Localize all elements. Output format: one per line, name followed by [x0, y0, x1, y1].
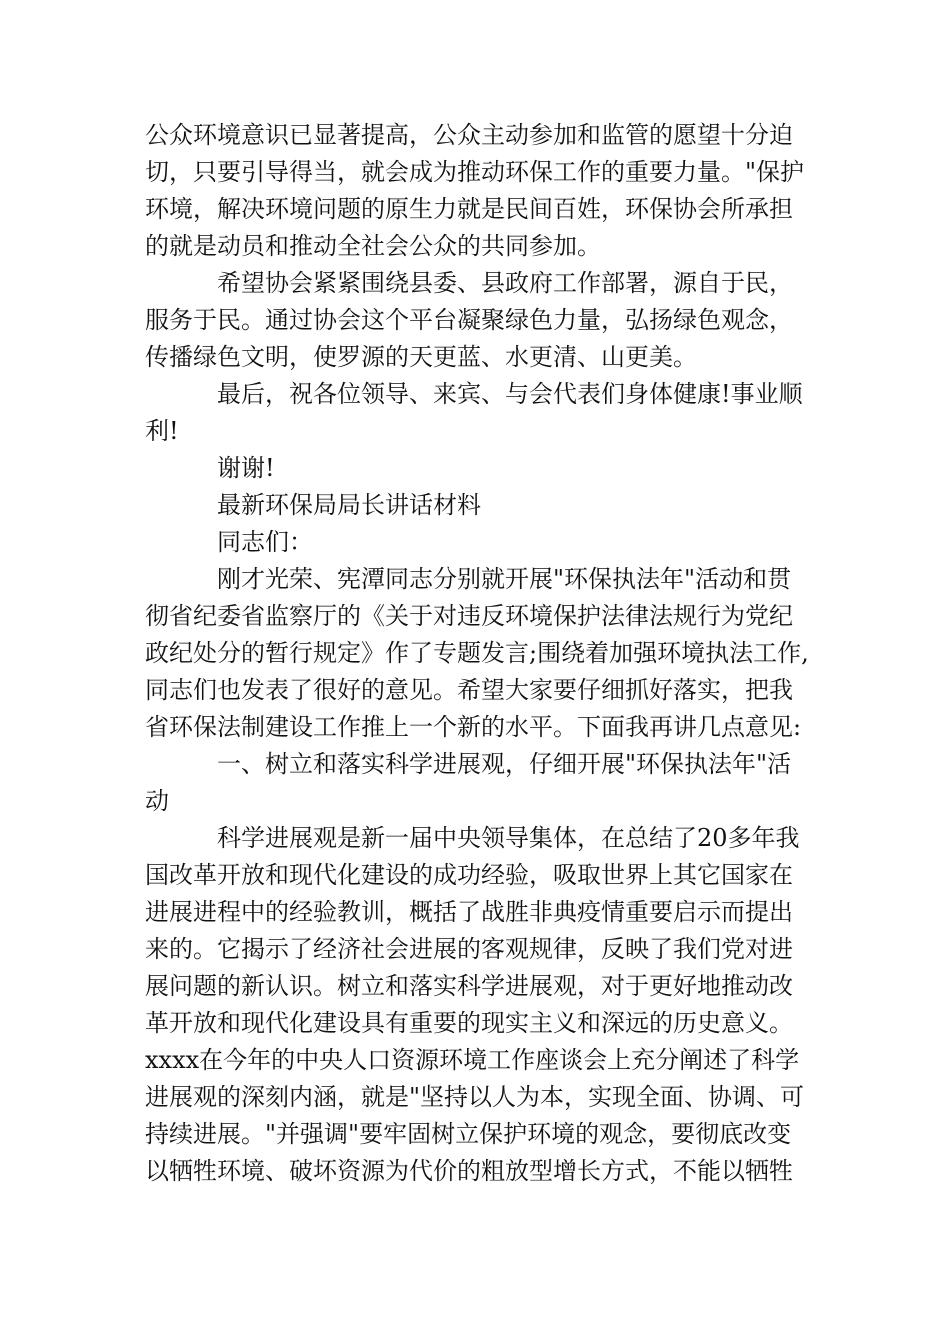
text-line: 公众环境意识已显著提高，公众主动参加和监管的愿望十分迫: [145, 121, 793, 149]
text-line: 国改革开放和现代化建设的成功经验，吸取世界上其它国家在: [145, 861, 793, 889]
body-text: [145, 117, 820, 1190]
text-line: xxxx在今年的中央人口资源环境工作座谈会上充分阐述了科学: [145, 1046, 800, 1074]
text-line: 最新环保局局长讲话材料: [217, 491, 481, 519]
text-line: 政纪处分的暂行规定》作了专题发言;围绕着加强环境执法工作,: [145, 639, 809, 667]
text-line: 的就是动员和推动全社会公众的共同参加。: [145, 232, 601, 260]
text-line: 一、树立和落实科学进展观，仔细开展"环保执法年"活: [217, 750, 792, 778]
text-line: 彻省纪委省监察厅的《关于对违反环境保护法律法规行为党纪: [145, 602, 793, 630]
text-line: 谢谢!: [217, 454, 275, 482]
text-line: 持续进展。"并强调"要牢固树立保护环境的观念，要彻底改变: [145, 1120, 792, 1148]
text-line: 革开放和现代化建设具有重要的现实主义和深远的历史意义。: [145, 1009, 793, 1037]
text-line: 最后，祝各位领导、来宾、与会代表们身体健康!事业顺: [217, 380, 803, 408]
text-line: 刚才光荣、宪潭同志分别就开展"环保执法年"活动和贯: [217, 565, 792, 593]
text-line: 展问题的新认识。树立和落实科学进展观，对于更好地推动改: [145, 972, 793, 1000]
text-line: 利!: [145, 417, 179, 445]
text-line: 希望协会紧紧围绕县委、县政府工作部署，源自于民，: [217, 269, 793, 297]
text-line: 传播绿色文明，使罗源的天更蓝、水更清、山更美。: [145, 343, 697, 371]
text-line: 进展观的深刻内涵，就是"坚持以人为本，实现全面、协调、可: [145, 1083, 805, 1111]
text-line: 省环保法制建设工作推上一个新的水平。下面我再讲几点意见:: [145, 713, 802, 741]
text-line: 科学进展观是新一届中央领导集体，在总结了20多年我: [217, 824, 800, 852]
text-line: 切，只要引导得当，就会成为推动环保工作的重要力量。"保护: [145, 158, 805, 186]
text-line: 同志们：: [217, 528, 313, 556]
text-line: 服务于民。通过协会这个平台凝聚绿色力量，弘扬绿色观念，: [145, 306, 793, 334]
text-line: 进展进程中的经验教训，概括了战胜非典疫情重要启示而提出: [145, 898, 793, 926]
text-line: 以牺牲环境、破坏资源为代价的粗放型增长方式，不能以牺牲: [145, 1157, 793, 1185]
text-line: 来的。它揭示了经济社会进展的客观规律，反映了我们党对进: [145, 935, 793, 963]
text-line: 动: [145, 787, 169, 815]
text-line: 环境，解决环境问题的原生力就是民间百姓，环保协会所承担: [145, 195, 793, 223]
text-line: 同志们也发表了很好的意见。希望大家要仔细抓好落实，把我: [145, 676, 793, 704]
